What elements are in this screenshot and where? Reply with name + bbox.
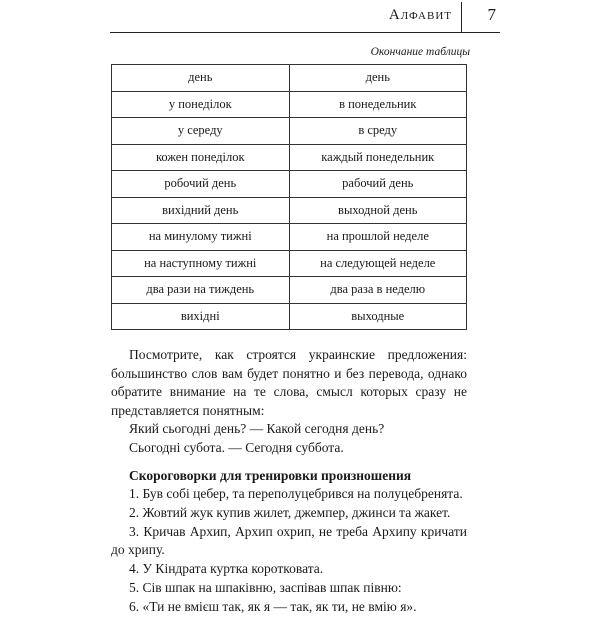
list-item: 4. У Кіндрата куртка коротковата. <box>129 561 324 577</box>
table-row <box>112 144 467 171</box>
table-row <box>112 224 467 251</box>
list-item: 3. Кричав Архип, Архип охрип, не треба Архипу кричати до хрипу. <box>111 523 467 558</box>
ukrainian-cell: вихідні <box>112 303 290 330</box>
russian-cell: рабочий день <box>289 171 467 198</box>
ukrainian-cell: вихідний день <box>112 197 290 224</box>
example-sentence: Сьогодні субота. — Сегодня суббота. <box>129 439 344 455</box>
ukrainian-cell: на минулому тижні <box>112 224 290 251</box>
russian-cell: выходной день <box>289 197 467 224</box>
list-item: 2. Жовтий жук купив жилет, джемпер, джинси та жакет. <box>129 504 451 520</box>
body-paragraph: Посмотрите, как строятся украинские предложения: большинство слов вам будет понятно и без перевода, однако обратите внимание на те слова, смысл которых сразу не представляется понятным: <box>111 347 467 418</box>
example-sentence: Який сьогодні день? — Какой сегодня день? <box>129 421 385 436</box>
header-divider <box>461 2 462 32</box>
ukrainian-cell: у середу <box>112 118 290 145</box>
russian-cell: каждый понедельник <box>289 144 467 171</box>
list-item: 6. «Ти не вмієш так, як я — так, як ти, не вмію я». <box>129 598 417 614</box>
running-title: Алфавит <box>388 7 452 23</box>
list-item: 1. Був собі цебер, та переполуцебрився на полуцебренята. <box>129 486 463 501</box>
table-row <box>112 197 467 224</box>
russian-cell: в понедельник <box>289 91 467 118</box>
page-number: 7 <box>487 5 496 24</box>
russian-cell: на следующей неделе <box>289 250 467 277</box>
vocabulary-table <box>111 64 467 330</box>
ukrainian-cell: на наступному тижні <box>112 250 290 277</box>
ukrainian-cell: робочий день <box>112 171 290 198</box>
table-row <box>112 171 467 198</box>
table-row <box>112 250 467 277</box>
list-item: 5. Сів шпак на шпаківню, заспівав шпак півню: <box>129 579 402 595</box>
page-header <box>110 0 500 33</box>
russian-cell: день <box>289 65 467 92</box>
russian-cell: выходные <box>289 303 467 330</box>
table-row <box>112 118 467 145</box>
tongue-twister-list <box>111 485 467 617</box>
example-sentences <box>129 420 469 457</box>
russian-cell: два раза в неделю <box>289 277 467 304</box>
table-row <box>112 277 467 304</box>
ukrainian-cell: два рази на тиждень <box>112 277 290 304</box>
russian-cell: на прошлой неделе <box>289 224 467 251</box>
ukrainian-cell: кожен понеділок <box>112 144 290 171</box>
ukrainian-cell: день <box>112 65 290 92</box>
table-caption: Окончание таблицы <box>370 46 470 58</box>
russian-cell: в среду <box>289 118 467 145</box>
ukrainian-cell: у понеділок <box>112 91 290 118</box>
section-heading: Скороговорки для тренировки произношения <box>129 468 412 483</box>
table-row <box>112 91 467 118</box>
table-row <box>112 303 467 330</box>
table-row <box>112 65 467 92</box>
